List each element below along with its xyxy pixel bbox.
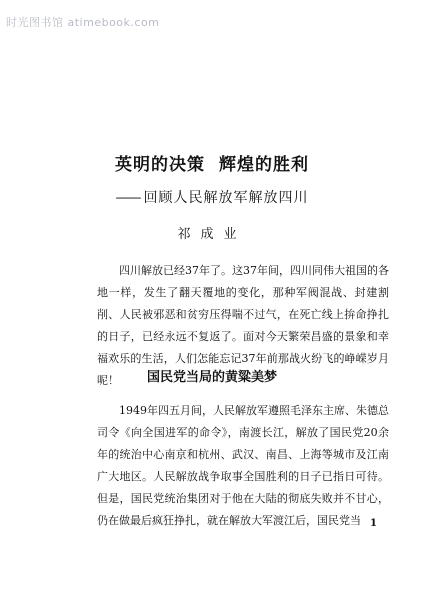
section-paragraph: 1949年四五月间，人民解放军遵照毛泽东主席、朱德总司令《向全国进军的命令》，南渡长江，解放了国民党20余年的统治中心南京和杭州、武汉、南昌、上海等城市及江南广大地区。人民解放战争取事全国胜利的日子已指日可待。但是，国民党统治集团对于他在大陆的彻底失败并不甘心，仍在做最后疯狂挣扎，就在解放大军渡江后，国民党当 [97,404,389,527]
page-number: 1 [370,518,377,529]
section-heading: 国民党当局的黄粱美梦 [146,370,277,385]
subtitle-text: 回顾人民解放军解放四川 [143,190,309,206]
author-name: 祁成业 [177,227,247,242]
title-part-2: 辉煌的胜利 [219,155,309,175]
article-title [0,150,424,175]
intro-paragraph: 四川解放已经37年了。这37年间，四川同伟大祖国的各地一样，发生了翻天覆地的变化，那种军阀混战、封建割削、人民被邪恶和贫穷压得喘不过气，在死亡线上拚命挣扎的日子，已经永远不复返了。面对今天繁荣昌盛的景象和幸福欢乐的生活，人们怎能忘记37年前那战火纷飞的峥嵘岁月呢！ [97,264,389,387]
watermark: 时光图书馆 atimebook.com [6,16,160,29]
title-part-1: 英明的决策 [115,155,205,175]
subtitle-dash: —— [115,190,140,206]
article-subtitle [0,187,424,207]
